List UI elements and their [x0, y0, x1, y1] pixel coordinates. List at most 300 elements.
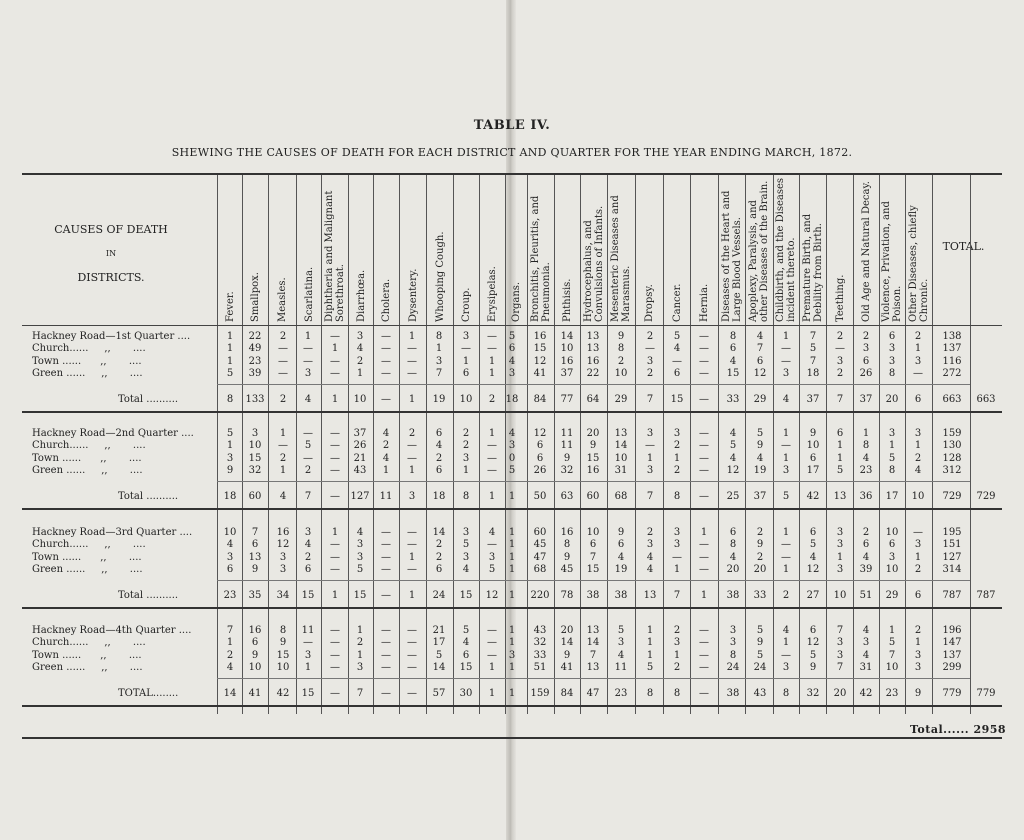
total-cell: 42 [806, 491, 820, 503]
table-cell: 22 [248, 331, 262, 342]
table-cell: 12 [806, 637, 820, 649]
table-cell: 2 [673, 625, 681, 636]
table-cell: 5 [809, 649, 817, 661]
subtotal-rule [217, 678, 970, 679]
total-cell: 9 [914, 688, 922, 700]
block-rule [22, 411, 1002, 413]
row-total: 128 [942, 452, 962, 464]
table-cell: 3 [279, 551, 287, 563]
table-cell: 7 [809, 355, 817, 367]
total-cell: 1 [488, 688, 496, 700]
table-cell: — [487, 625, 497, 636]
table-cell: 1 [488, 428, 496, 439]
table-cell: 6 [508, 343, 516, 355]
table-cell: 19 [614, 563, 628, 575]
table-cell: 13 [586, 331, 600, 342]
table-cell: — [781, 649, 791, 661]
table-cell: 5 [646, 661, 654, 673]
table-cell: 5 [809, 343, 817, 355]
table-cell: 2 [226, 649, 234, 661]
column-header: Smallpox. [249, 272, 261, 322]
table-cell: — [699, 661, 709, 673]
table-cell: 3 [435, 355, 443, 367]
column-header: Dropsy. [643, 284, 655, 322]
table-cell: 1 [700, 527, 708, 538]
table-cell: — [699, 440, 709, 452]
table-cell: — [278, 355, 288, 367]
table-cell: 9 [809, 661, 817, 673]
table-cell: 3 [226, 452, 234, 464]
total-cell: 33 [753, 590, 767, 602]
table-cell: 3 [356, 551, 364, 563]
table-cell: 17 [432, 637, 446, 649]
row-label: Town ...... ,, .... [32, 452, 142, 464]
table-cell: 3 [304, 367, 312, 379]
table-cell: — [381, 527, 391, 538]
block-total: 779 [942, 688, 962, 700]
table-cell: 9 [756, 539, 764, 551]
table-cell: 1 [836, 452, 844, 464]
total-cell: — [381, 394, 391, 406]
column-header: Mesenteric Diseases and Marasmus. [610, 195, 632, 322]
table-cell: 1 [408, 464, 416, 476]
table-cell: 1 [488, 355, 496, 367]
row-total: 196 [942, 625, 962, 636]
table-cell: — [330, 563, 340, 575]
table-cell: 3 [836, 649, 844, 661]
table-cell: 1 [356, 625, 364, 636]
row-total: 312 [942, 464, 962, 476]
total-cell: 12 [485, 590, 499, 602]
table-cell: 6 [536, 440, 544, 452]
column-header: Childbirth, and the Diseases incident thereto. [775, 177, 797, 322]
table-cell: 12 [726, 464, 740, 476]
row-label: Green ...... ,, .... [32, 367, 143, 379]
table-cell: 3 [462, 331, 470, 342]
column-header: Organs. [510, 281, 522, 322]
row-total: 159 [942, 428, 962, 439]
table-cell: — [487, 343, 497, 355]
table-cell: 16 [248, 625, 262, 636]
table-cell: 6 [251, 637, 259, 649]
table-cell: 6 [862, 355, 870, 367]
table-cell: 6 [251, 539, 259, 551]
total-cell: 1 [508, 491, 516, 503]
table-cell: 4 [673, 343, 681, 355]
table-cell: 2 [646, 367, 654, 379]
table-cell: 1 [226, 343, 234, 355]
table-cell: 5 [435, 649, 443, 661]
table-cell: 9 [563, 551, 571, 563]
table-cell: — [303, 355, 313, 367]
table-cell: 2 [914, 452, 922, 464]
table-cell: 2 [382, 440, 390, 452]
total-cell: 2 [782, 590, 790, 602]
total-cell: 8 [226, 394, 234, 406]
table-cell: 20 [726, 563, 740, 575]
table-cell: 32 [533, 637, 547, 649]
table-cell: 4 [356, 527, 364, 538]
table-cell: 1 [782, 452, 790, 464]
table-cell: 4 [646, 551, 654, 563]
total-cell: 1 [408, 394, 416, 406]
table-cell: 7 [756, 343, 764, 355]
table-cell: — [381, 367, 391, 379]
table-cell: — [699, 464, 709, 476]
table-cell: 3 [673, 428, 681, 439]
table-cell: 5 [226, 367, 234, 379]
block-total: 729 [942, 491, 962, 503]
total-cell: 38 [614, 590, 628, 602]
total-cell: 1 [508, 590, 516, 602]
table-cell: 7 [836, 625, 844, 636]
table-cell: — [781, 539, 791, 551]
table-cell: 1 [462, 464, 470, 476]
table-cell: 43 [353, 464, 367, 476]
column-header: Cholera. [380, 278, 392, 322]
table-cell: 2 [462, 440, 470, 452]
table-cell: 2 [673, 464, 681, 476]
table-cell: 1 [836, 440, 844, 452]
table-cell: 13 [586, 625, 600, 636]
table-cell: 1 [508, 527, 516, 538]
table-cell: 1 [888, 625, 896, 636]
row-total: 138 [942, 331, 962, 342]
table-cell: 3 [646, 428, 654, 439]
total-cell: 127 [350, 491, 370, 503]
table-cell: 5 [508, 331, 516, 342]
table-cell: — [381, 551, 391, 563]
table-cell: 14 [586, 637, 600, 649]
table-cell: 6 [888, 331, 896, 342]
total-cell: 84 [533, 394, 547, 406]
table-cell: 4 [508, 428, 516, 439]
table-cell: 4 [729, 355, 737, 367]
row-label: Church...... ,, .... [32, 637, 146, 649]
table-cell: 7 [226, 625, 234, 636]
total-cell: 6 [914, 394, 922, 406]
table-cell: 9 [617, 331, 625, 342]
table-cell: 15 [459, 661, 473, 673]
subtotal-rule [217, 481, 970, 482]
table-cell: 1 [331, 343, 339, 355]
table-cell: 4 [782, 625, 790, 636]
table-cell: 8 [729, 649, 737, 661]
table-cell: 10 [223, 527, 237, 538]
table-cell: 10 [614, 367, 628, 379]
table-cell: 10 [885, 563, 899, 575]
total-cell: — [699, 394, 709, 406]
table-cell: — [487, 331, 497, 342]
total-cell: 17 [885, 491, 899, 503]
table-cell: 1 [646, 649, 654, 661]
total-cell: 68 [614, 491, 628, 503]
table-cell: — [330, 452, 340, 464]
row-label: Green ...... ,, .... [32, 464, 143, 476]
table-cell: — [381, 637, 391, 649]
column-header: Diarrhœa. [355, 269, 366, 322]
total-cell: 42 [859, 688, 873, 700]
table-cell: 4 [756, 452, 764, 464]
table-cell: 12 [533, 355, 547, 367]
column-header: Diphtheria and Malignant Sorethroat. [323, 190, 346, 322]
total-cell: 1 [331, 394, 339, 406]
total-cell: 10 [459, 394, 473, 406]
table-cell: 20 [753, 563, 767, 575]
table-cell: — [835, 343, 845, 355]
total-cell: 18 [432, 491, 446, 503]
table-cell: 13 [586, 661, 600, 673]
table-cell: 5 [888, 452, 896, 464]
table-cell: 2 [279, 331, 287, 342]
total-cell: 4 [782, 394, 790, 406]
row-label: Green ...... ,, .... [32, 661, 143, 673]
table-cell: 6 [888, 539, 896, 551]
table-cell: 5 [462, 625, 470, 636]
table-cell: 45 [533, 539, 547, 551]
table-cell: 2 [836, 367, 844, 379]
table-cell: 9 [251, 649, 259, 661]
table-cell: 2 [646, 527, 654, 538]
table-cell: 33 [533, 649, 547, 661]
table-cell: 24 [726, 661, 740, 673]
table-cell: 1 [226, 355, 234, 367]
total-cell: 8 [782, 688, 790, 700]
table-cell: — [645, 343, 655, 355]
table-cell: — [303, 452, 313, 464]
table-cell: 1 [836, 551, 844, 563]
table-cell: — [699, 343, 709, 355]
table-cell: 6 [435, 563, 443, 575]
table-cell: — [330, 355, 340, 367]
row-label: Town ...... ,, .... [32, 355, 142, 367]
table-cell: — [330, 428, 340, 439]
table-cell: 2 [356, 637, 364, 649]
table-cell: 2 [646, 331, 654, 342]
table-cell: 26 [533, 464, 547, 476]
column-header: Other Diseases, chiefly Chronic. [907, 205, 930, 322]
table-cell: 1 [408, 331, 416, 342]
table-cell: 49 [248, 343, 262, 355]
table-cell: 1 [782, 637, 790, 649]
table-cell: 4 [617, 551, 625, 563]
table-cell: 9 [809, 428, 817, 439]
total-cell: 8 [673, 491, 681, 503]
table-cell: — [330, 625, 340, 636]
table-cell: 3 [782, 464, 790, 476]
total-row-label: Total .......... [118, 394, 179, 406]
table-cell: — [487, 452, 497, 464]
table-cell: 6 [226, 563, 234, 575]
total-cell: 4 [279, 491, 287, 503]
table-cell: 2 [408, 428, 416, 439]
table-cell: 9 [251, 563, 259, 575]
table-cell: 6 [536, 452, 544, 464]
table-cell: 6 [809, 625, 817, 636]
total-cell: 1 [700, 590, 708, 602]
table-cell: 3 [673, 527, 681, 538]
stub-header-line-3: DISTRICTS. [77, 271, 145, 284]
table-cell: 3 [508, 440, 516, 452]
total-row-label: Total .......... [118, 590, 179, 602]
table-cell: 51 [533, 661, 547, 673]
table-cell: 11 [560, 440, 574, 452]
total-cell: 77 [560, 394, 574, 406]
total-cell: 18 [223, 491, 237, 503]
table-cell: 1 [356, 367, 364, 379]
table-cell: 1 [382, 464, 390, 476]
table-cell: — [487, 464, 497, 476]
total-cell: 50 [533, 491, 547, 503]
row-label: Town ...... ,, .... [32, 551, 142, 563]
table-cell: 4 [356, 343, 364, 355]
table-cell: 4 [508, 355, 516, 367]
table-cell: 2 [356, 355, 364, 367]
table-cell: 1 [435, 343, 443, 355]
quarter-grand-total: 729 [976, 491, 996, 503]
table-cell: 3 [356, 661, 364, 673]
table-cell: 45 [560, 563, 574, 575]
total-cell: 29 [614, 394, 628, 406]
table-cell: — [407, 539, 417, 551]
table-cell: 4 [729, 551, 737, 563]
table-cell: 6 [862, 539, 870, 551]
table-cell: 9 [617, 527, 625, 538]
table-cell: — [781, 343, 791, 355]
table-cell: — [407, 367, 417, 379]
table-cell: — [330, 649, 340, 661]
column-header: Hydrocephalus, and Convulsions of Infants. [582, 205, 605, 322]
table-cell: 22 [586, 367, 600, 379]
column-header: Premature Birth, and Debility from Birth. [801, 213, 824, 322]
table-cell: — [913, 367, 923, 379]
table-cell: — [407, 343, 417, 355]
total-cell: 15 [353, 590, 367, 602]
table-cell: 3 [646, 355, 654, 367]
table-cell: 6 [462, 649, 470, 661]
table-cell: 3 [508, 649, 516, 661]
table-cell: 1 [226, 331, 234, 342]
table-cell: 23 [859, 464, 873, 476]
table-cell: — [381, 331, 391, 342]
table-cell: — [487, 440, 497, 452]
table-cell: 1 [673, 452, 681, 464]
table-cell: 60 [533, 527, 547, 538]
total-cell: 8 [462, 491, 470, 503]
block-rule [22, 508, 1002, 510]
table-cell: 4 [862, 625, 870, 636]
table-cell: 5 [836, 464, 844, 476]
table-cell: 3 [673, 539, 681, 551]
table-cell: 9 [563, 649, 571, 661]
table-cell: 12 [276, 539, 290, 551]
table-cell: — [672, 551, 682, 563]
table-cell: 32 [560, 464, 574, 476]
table-cell: 3 [617, 637, 625, 649]
table-cell: — [330, 331, 340, 342]
table-cell: 21 [353, 452, 367, 464]
table-cell: 3 [914, 428, 922, 439]
table-cell: 9 [589, 440, 597, 452]
table-cell: — [381, 539, 391, 551]
total-cell: 19 [432, 394, 446, 406]
row-total: 272 [942, 367, 962, 379]
total-row-label: TOTAL........ [118, 688, 179, 700]
total-cell: 6 [914, 590, 922, 602]
table-cell: 10 [586, 527, 600, 538]
table-cell: 3 [673, 637, 681, 649]
table-cell: 12 [806, 563, 820, 575]
table-cell: 1 [646, 452, 654, 464]
total-cell: 15 [301, 688, 315, 700]
row-total: 116 [942, 355, 962, 367]
table-cell: 3 [508, 367, 516, 379]
total-cell: 37 [859, 394, 873, 406]
table-cell: 8 [563, 539, 571, 551]
table-cell: 3 [888, 355, 896, 367]
table-cell: — [699, 452, 709, 464]
table-cell: — [407, 625, 417, 636]
table-cell: 3 [836, 637, 844, 649]
total-cell: 33 [726, 394, 740, 406]
table-cell: 13 [614, 428, 628, 439]
quarter-grand-total: 663 [976, 394, 996, 406]
total-cell: 23 [223, 590, 237, 602]
row-label: Hackney Road—4th Quarter .... [32, 625, 192, 636]
total-cell: — [699, 491, 709, 503]
table-cell: 4 [382, 452, 390, 464]
table-cell: — [330, 539, 340, 551]
table-cell: — [699, 649, 709, 661]
table-cell: — [381, 649, 391, 661]
table-cell: 7 [809, 331, 817, 342]
table-cell: 10 [276, 661, 290, 673]
total-cell: 47 [586, 688, 600, 700]
table-cell: — [699, 367, 709, 379]
table-cell: — [303, 343, 313, 355]
table-cell: — [699, 551, 709, 563]
grand-total: Total...... 2958 [910, 723, 1007, 736]
table-cell: 5 [617, 625, 625, 636]
table-cell: — [699, 563, 709, 575]
table-cell: 13 [248, 551, 262, 563]
total-cell: 1 [331, 590, 339, 602]
table-cell: 3 [462, 452, 470, 464]
total-cell: 1 [488, 491, 496, 503]
total-cell: 8 [646, 688, 654, 700]
column-rule [932, 175, 933, 714]
table-cell: 8 [617, 343, 625, 355]
table-cell: 26 [859, 367, 873, 379]
table-cell: 2 [914, 563, 922, 575]
column-header: Violence, Privation, and Poison. [881, 201, 903, 322]
table-cell: 2 [756, 551, 764, 563]
table-cell: 19 [753, 464, 767, 476]
table-cell: 14 [614, 440, 628, 452]
table-cell: — [381, 625, 391, 636]
table-cell: 7 [589, 551, 597, 563]
table-cell: 11 [560, 428, 574, 439]
column-header: Fever. [224, 291, 235, 322]
table-cell: 10 [885, 661, 899, 673]
table-cell: 4 [304, 539, 312, 551]
table-cell: 3 [782, 367, 790, 379]
table-cell: — [330, 440, 340, 452]
total-cell: 3 [408, 491, 416, 503]
total-cell: 10 [911, 491, 925, 503]
table-cell: — [699, 637, 709, 649]
total-cell: 15 [670, 394, 684, 406]
